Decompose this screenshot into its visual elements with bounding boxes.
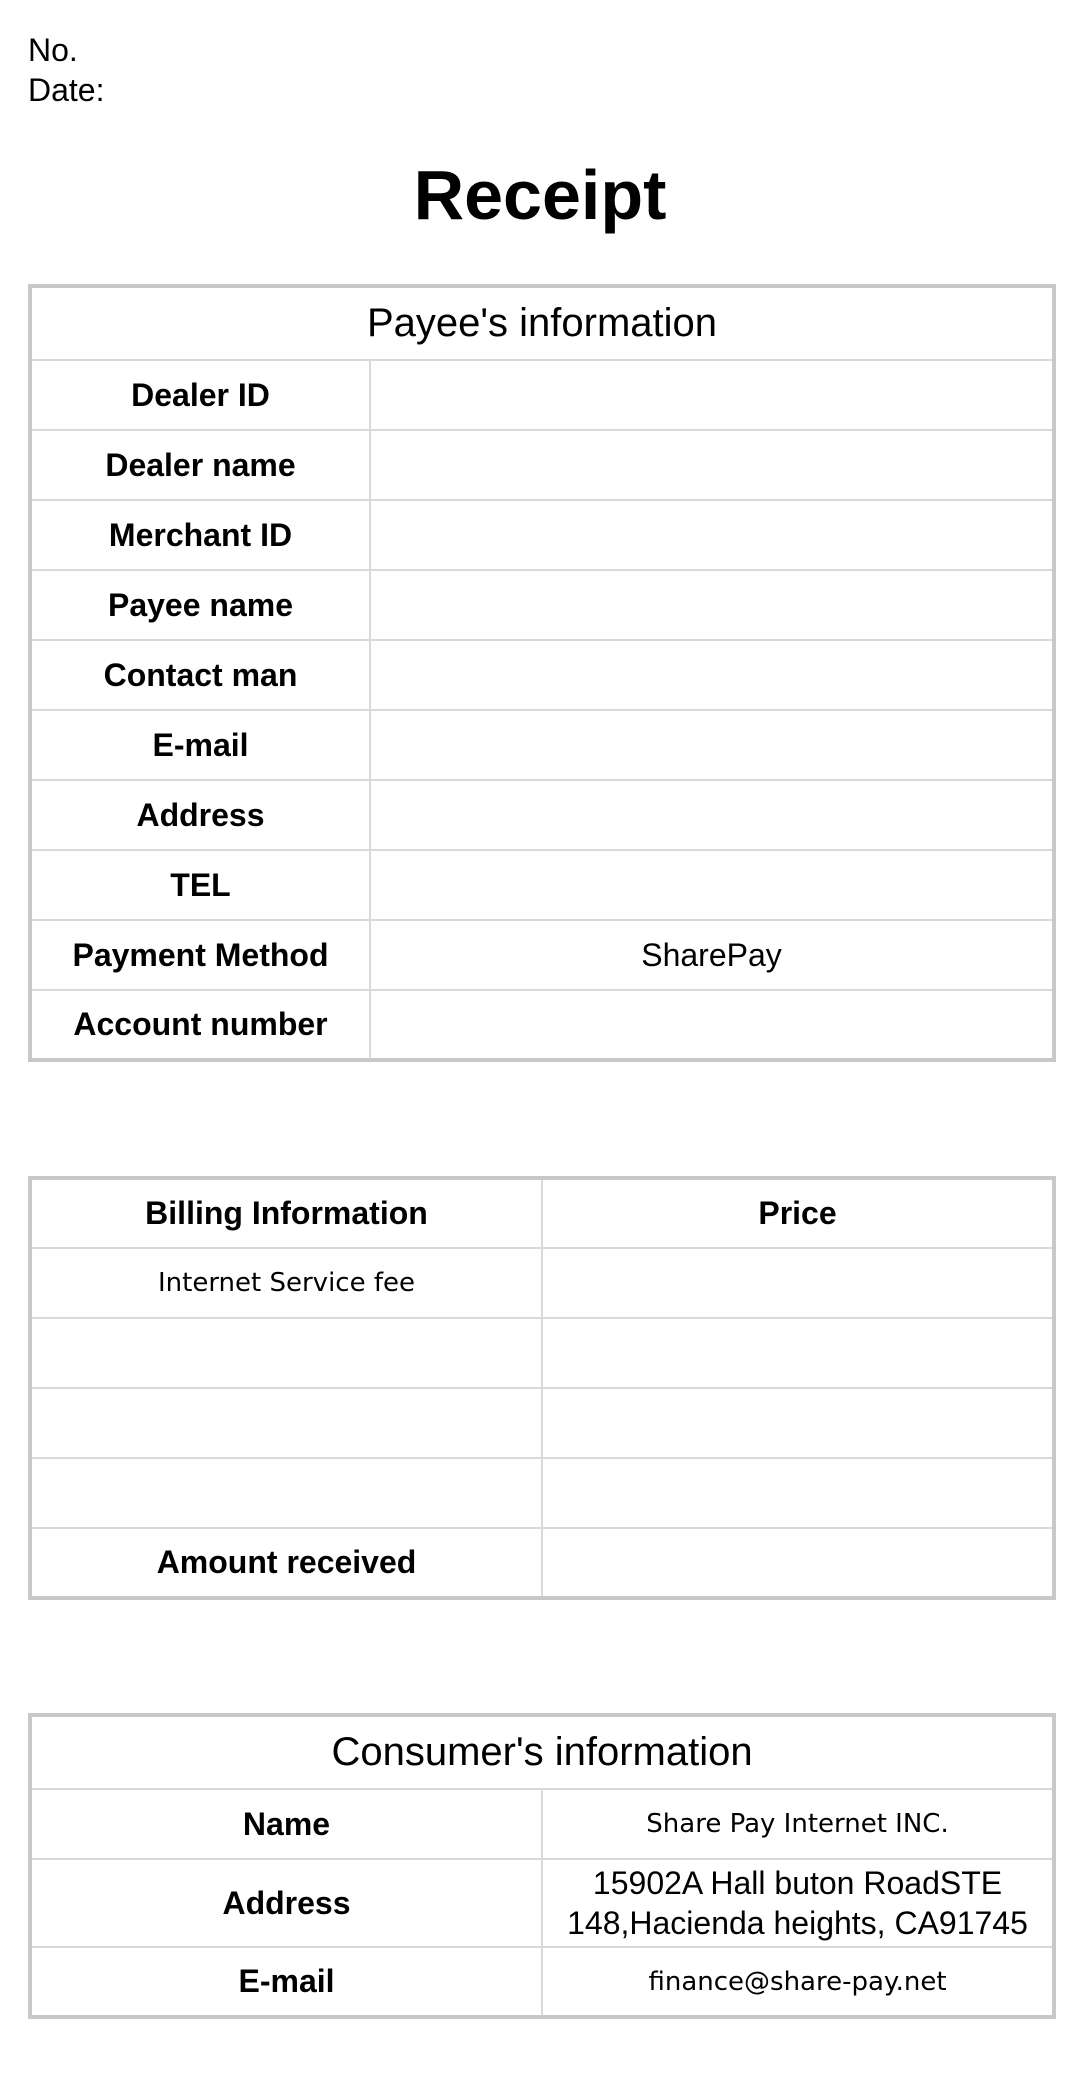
price-column-header: Price: [542, 1178, 1054, 1248]
dealer-id-value: [370, 360, 1054, 430]
table-row: [30, 710, 1054, 780]
account-number-value: [370, 990, 1054, 1060]
dealer-name-value: [370, 430, 1054, 500]
billing-price: [542, 1458, 1054, 1528]
billing-price: [542, 1388, 1054, 1458]
table-row: [30, 920, 1054, 990]
table-row: [30, 500, 1054, 570]
merchant-id-label: Merchant ID: [30, 500, 370, 570]
table-row: [30, 850, 1054, 920]
dealer-id-label: Dealer ID: [30, 360, 370, 430]
merchant-id-value: [370, 500, 1054, 570]
table-header-row: [30, 1178, 1054, 1248]
table-row: [30, 640, 1054, 710]
billing-item: Internet Service fee: [30, 1248, 542, 1318]
table-row: [30, 1947, 1054, 2017]
table-row: [30, 430, 1054, 500]
payee-email-value: [370, 710, 1054, 780]
payee-email-label: E-mail: [30, 710, 370, 780]
contact-man-label: Contact man: [30, 640, 370, 710]
tel-value: [370, 850, 1054, 920]
consumer-address-label: Address: [30, 1859, 542, 1947]
table-row: [30, 1388, 1054, 1458]
payee-address-value: [370, 780, 1054, 850]
billing-item: [30, 1388, 542, 1458]
account-number-label: Account number: [30, 990, 370, 1060]
dealer-name-label: Dealer name: [30, 430, 370, 500]
receipt-meta: [28, 30, 104, 110]
payment-method-label: Payment Method: [30, 920, 370, 990]
table-row: [30, 1318, 1054, 1388]
receipt-date-label: Date:: [28, 72, 105, 108]
consumer-email-value: finance@share-pay.net: [542, 1947, 1054, 2017]
table-row: [30, 570, 1054, 640]
consumer-info-table: [28, 1713, 1056, 2019]
payee-info-heading: Payee's information: [30, 286, 1054, 360]
billing-price: [542, 1318, 1054, 1388]
table-row: [30, 990, 1054, 1060]
table-row: [30, 1458, 1054, 1528]
billing-item: [30, 1458, 542, 1528]
receipt-number-label: No.: [28, 32, 78, 68]
page-title: Receipt: [413, 156, 667, 234]
table-row: [30, 360, 1054, 430]
billing-price: [542, 1248, 1054, 1318]
payment-method-value: SharePay: [370, 920, 1054, 990]
consumer-name-value: Share Pay Internet INC.: [542, 1789, 1054, 1859]
billing-info-column-header: Billing Information: [30, 1178, 542, 1248]
table-row: [30, 1528, 1054, 1598]
payee-info-table: [28, 284, 1056, 1062]
contact-man-value: [370, 640, 1054, 710]
payee-name-label: Payee name: [30, 570, 370, 640]
table-row: [30, 1248, 1054, 1318]
tel-label: TEL: [30, 850, 370, 920]
table-row: [30, 1789, 1054, 1859]
payee-name-value: [370, 570, 1054, 640]
billing-info-table: [28, 1176, 1056, 1600]
consumer-name-label: Name: [30, 1789, 542, 1859]
payee-address-label: Address: [30, 780, 370, 850]
consumer-info-heading: Consumer's information: [30, 1715, 1054, 1789]
billing-item: [30, 1318, 542, 1388]
amount-received-label: Amount received: [30, 1528, 542, 1598]
table-row: [30, 780, 1054, 850]
consumer-email-label: E-mail: [30, 1947, 542, 2017]
consumer-address-value: 15902A Hall buton RoadSTE 148,Hacienda heights, CA91745: [542, 1859, 1054, 1947]
amount-received-value: [542, 1528, 1054, 1598]
table-row: [30, 1859, 1054, 1947]
